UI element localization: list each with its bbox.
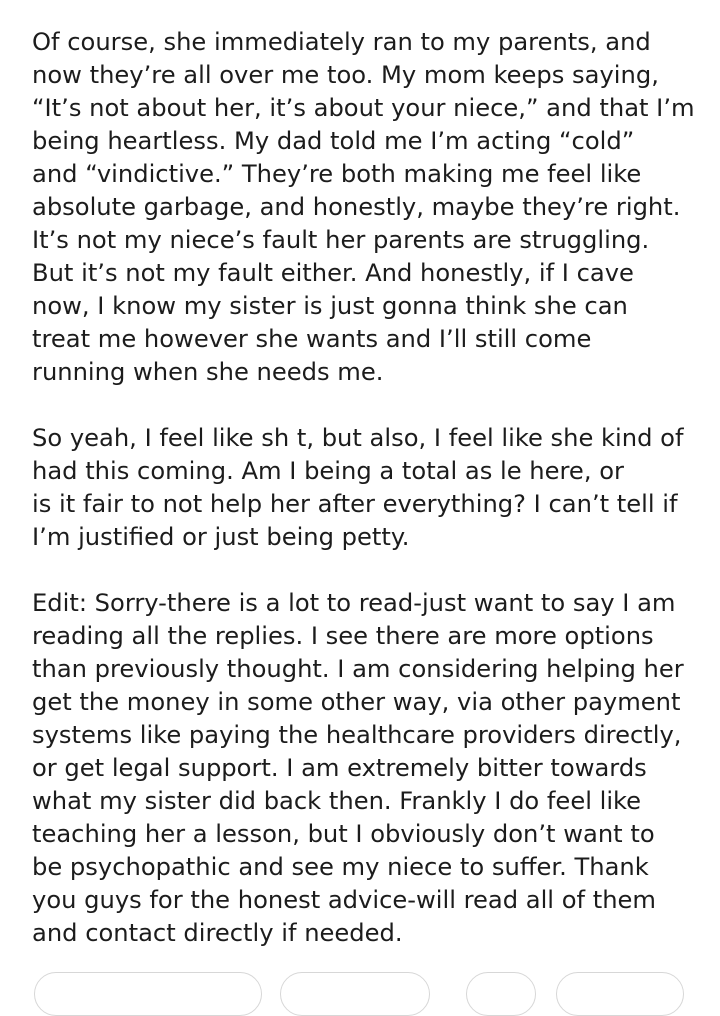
text-line: absolute garbage, and honestly, maybe they’re right. [32,193,681,221]
share-button[interactable] [556,972,684,1016]
text-line: get the money in some other way, via other payment [32,688,681,716]
text-line: now they’re all over me too. My mom keeps saying, [32,61,659,89]
text-line: running when she needs me. [32,358,384,386]
text-line: now, I know my sister is just gonna think she can [32,292,628,320]
text-line: what my sister did back then. Frankly I do feel like [32,787,642,815]
text-line: It’s not my niece’s fault her parents are struggling. [32,226,650,254]
text-line: being heartless. My dad told me I’m acting “cold” [32,127,635,155]
award-button[interactable] [466,972,536,1016]
text-line: be psychopathic and see my niece to suffer. Thank [32,853,649,881]
text-line: treat me however she wants and I’ll still come [32,325,592,353]
post-action-bar [34,968,694,1008]
comments-button[interactable] [280,972,430,1016]
text-line: I’m justified or just being petty. [32,523,410,551]
text-line: But it’s not my fault either. And honestly, if I cave [32,259,634,287]
post-paragraph-1 [32,26,702,389]
text-line: is it fair to not help her after everything? I can’t tell if [32,490,678,518]
text-line: you guys for the honest advice-will read all of them [32,886,656,914]
text-line: Of course, she immediately ran to my parents, and [32,28,651,56]
text-line: had this coming. Am I being a total as le here, or [32,457,624,485]
text-line: “It’s not about her, it’s about your niece,” and that I’m [32,94,695,122]
post-paragraph-2 [32,422,702,554]
post-paragraph-3 [32,587,702,950]
text-line: systems like paying the healthcare providers directly, [32,721,682,749]
text-line: reading all the replies. I see there are more options [32,622,654,650]
text-line: So yeah, I feel like sh t, but also, I feel like she kind of [32,424,684,452]
text-line: teaching her a lesson, but I obviously don’t want to [32,820,655,848]
vote-button-group[interactable] [34,972,262,1016]
text-line: than previously thought. I am considering helping her [32,655,684,683]
post-body [32,26,702,950]
text-line: Edit: Sorry-there is a lot to read-just want to say I am [32,589,676,617]
text-line: and contact directly if needed. [32,919,403,947]
text-line: and “vindictive.” They’re both making me feel like [32,160,642,188]
text-line: or get legal support. I am extremely bitter towards [32,754,647,782]
